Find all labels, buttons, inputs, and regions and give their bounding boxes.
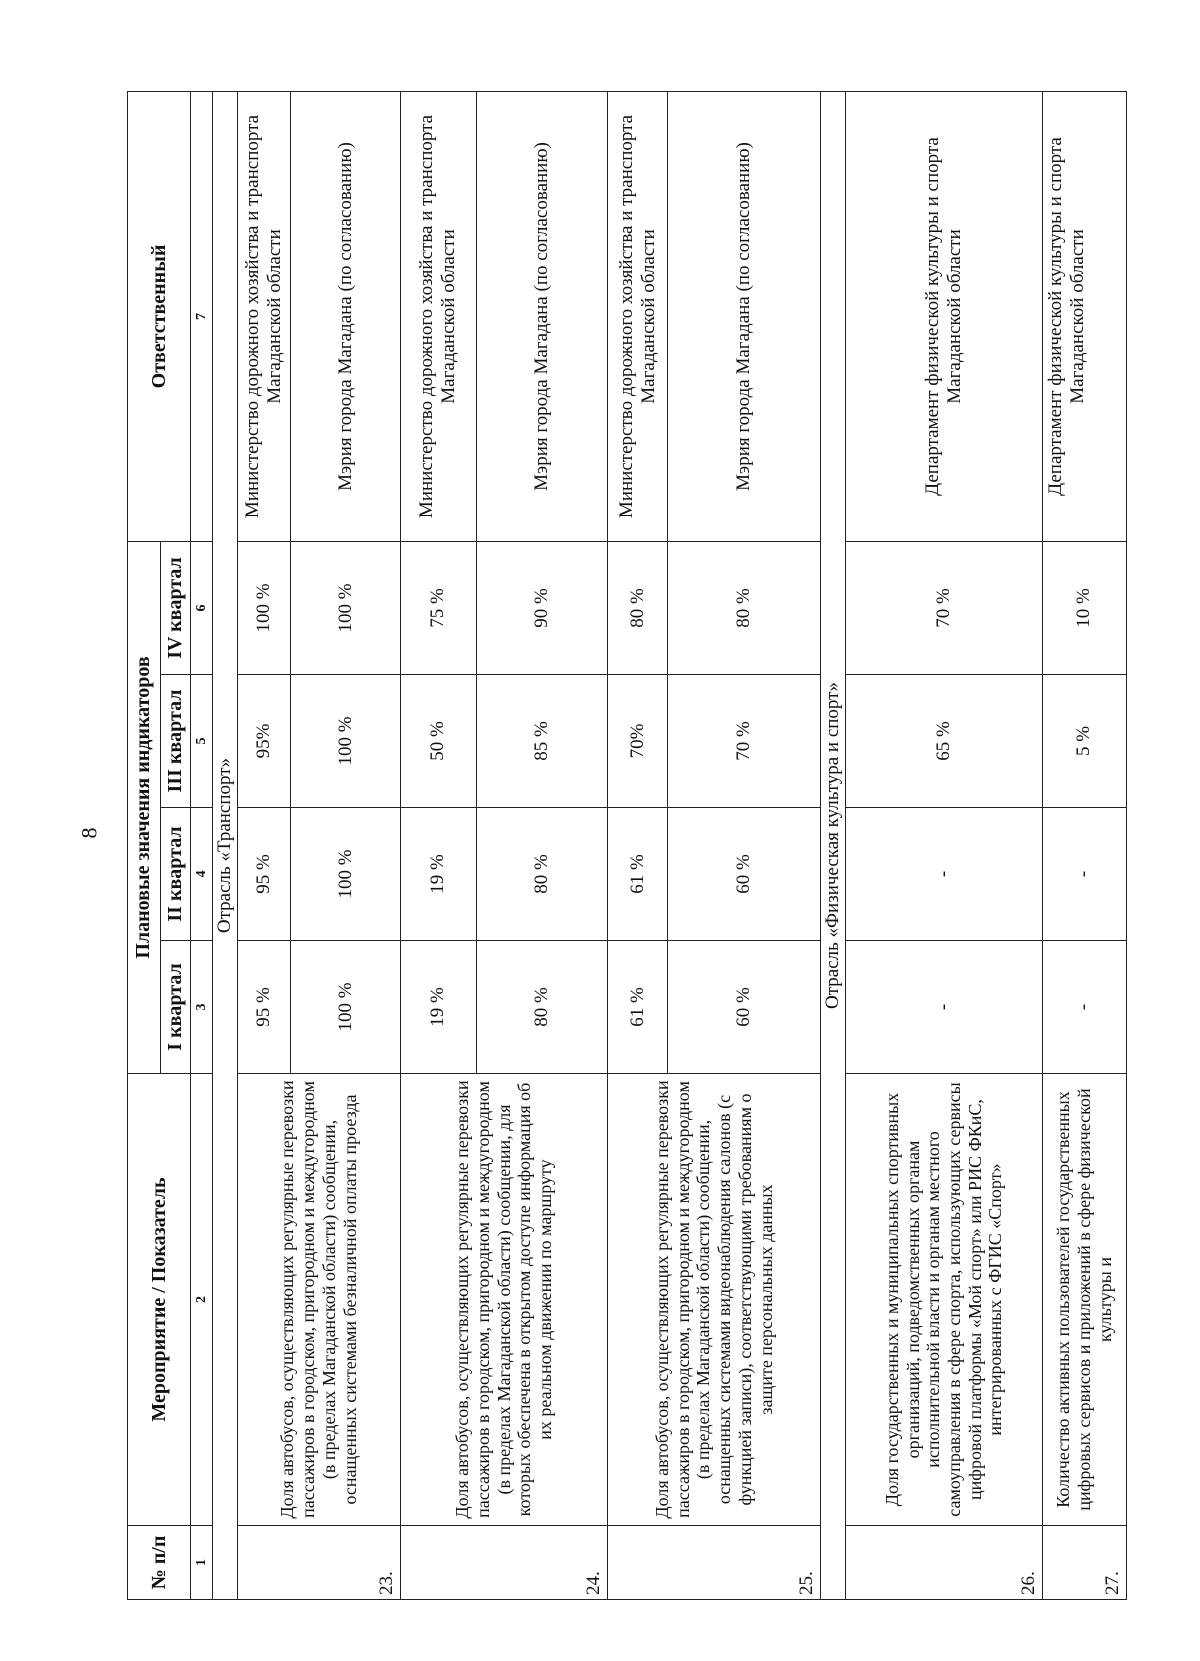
header-q3: III квартал <box>160 675 191 808</box>
value-q4: 70 % <box>846 541 1043 674</box>
value-q4: 80 % <box>608 541 668 674</box>
responsible: Мэрия города Магадана (по согласованию) <box>291 91 400 541</box>
value-q4: 75 % <box>400 541 476 674</box>
value-q1: - <box>1042 941 1126 1074</box>
column-number: 5 <box>191 675 213 808</box>
value-q2: 80 % <box>477 808 608 941</box>
sector-sport: Отрасль «Физическая культура и спорт» <box>821 91 846 1599</box>
column-number: 3 <box>191 941 213 1074</box>
value-q2: - <box>1042 808 1126 941</box>
sector-transport: Отрасль «Транспорт» <box>213 91 238 1599</box>
row-number: 25. <box>608 1526 821 1600</box>
responsible: Департамент физической культуры и спорта Магаданской области <box>846 91 1043 541</box>
responsible: Мэрия города Магадана (по согласованию) <box>668 91 821 541</box>
value-q3: 70% <box>608 675 668 808</box>
column-number: 1 <box>191 1526 213 1600</box>
value-q4: 100 % <box>238 541 291 674</box>
responsible: Мэрия города Магадана (по согласованию) <box>477 91 608 541</box>
value-q1: 19 % <box>400 941 476 1074</box>
value-q4: 80 % <box>668 541 821 674</box>
column-number: 2 <box>191 1074 213 1526</box>
responsible: Министерство дорожного хозяйства и транспорта Магаданской области <box>608 91 668 541</box>
table-row <box>846 91 1043 1599</box>
value-q3: 85 % <box>477 675 608 808</box>
table-row <box>1042 91 1126 1599</box>
value-q3: 70 % <box>668 675 821 808</box>
indicators-table <box>127 91 1127 1600</box>
value-q2: 100 % <box>291 808 400 941</box>
column-number: 4 <box>191 808 213 941</box>
row-number: 26. <box>846 1526 1043 1600</box>
measure-text: Доля государственных и муниципальных спортивных организаций, подведомственных органам исполнительной власти и органам местного самоуправления в сфере спорта, использующих сервисы цифровой платформы «Мой спорт» или РИС ФКиС, интегрированных с ФГИС «Спорт» <box>846 1074 1043 1526</box>
header-measure: Мероприятие / Показатель <box>128 1074 191 1526</box>
value-q4: 10 % <box>1042 541 1126 674</box>
value-q1: 61 % <box>608 941 668 1074</box>
row-number: 23. <box>238 1526 400 1600</box>
value-q2: 60 % <box>668 808 821 941</box>
value-q2: 19 % <box>400 808 476 941</box>
header-q2: II квартал <box>160 808 191 941</box>
value-q3: 5 % <box>1042 675 1126 808</box>
value-q1: 60 % <box>668 941 821 1074</box>
value-q3: 95% <box>238 675 291 808</box>
column-number-row <box>191 91 213 1599</box>
header-q4: IV квартал <box>160 541 191 674</box>
row-number: 27. <box>1042 1526 1126 1600</box>
page-number: 8 <box>76 827 102 839</box>
header-plan: Плановые значения индикаторов <box>128 541 161 1073</box>
responsible: Министерство дорожного хозяйства и транспорта Магаданской области <box>238 91 291 541</box>
rotated-table-sheet <box>127 92 1127 1600</box>
value-q2: 61 % <box>608 808 668 941</box>
header-q1: I квартал <box>160 941 191 1074</box>
header-responsible: Ответственный <box>128 91 191 541</box>
column-number: 6 <box>191 541 213 674</box>
value-q4: 100 % <box>291 541 400 674</box>
value-q3: 65 % <box>846 675 1043 808</box>
value-q1: - <box>846 941 1043 1074</box>
value-q3: 100 % <box>291 675 400 808</box>
measure-text: Доля автобусов, осуществляющих регулярные перевозки пассажиров в городском, пригородном и междугородном (в пределах Магаданской области) сообщении, для которых обеспечена в открытом доступе информация об их реальном движении по маршруту <box>400 1074 608 1526</box>
table-row <box>238 91 291 1599</box>
table-row <box>608 91 668 1599</box>
value-q1: 80 % <box>477 941 608 1074</box>
value-q1: 100 % <box>291 941 400 1074</box>
table-row <box>400 91 476 1599</box>
value-q2: 95 % <box>238 808 291 941</box>
value-q3: 50 % <box>400 675 476 808</box>
value-q4: 90 % <box>477 541 608 674</box>
header-num: № п/п <box>128 1526 191 1600</box>
value-q2: - <box>846 808 1043 941</box>
measure-text: Количество активных пользователей государственных цифровых сервисов и приложений в сфере физической культуры и <box>1042 1074 1126 1526</box>
responsible: Департамент физической культуры и спорта Магаданской области <box>1042 91 1126 541</box>
measure-text: Доля автобусов, осуществляющих регулярные перевозки пассажиров в городском, пригородном и междугородном (в пределах Магаданской области) сообщении, оснащенных системами видеонаблюдения салонов (с функцией записи), соответствующими требованиям о защите персональных данных <box>608 1074 821 1526</box>
column-number: 7 <box>191 91 213 541</box>
responsible: Министерство дорожного хозяйства и транспорта Магаданской области <box>400 91 476 541</box>
measure-text: Доля автобусов, осуществляющих регулярные перевозки пассажиров в городском, пригородном и междугородном (в пределах Магаданской области) сообщении, оснащенных системами безналичной оплаты проезда <box>238 1074 400 1526</box>
value-q1: 95 % <box>238 941 291 1074</box>
row-number: 24. <box>400 1526 608 1600</box>
